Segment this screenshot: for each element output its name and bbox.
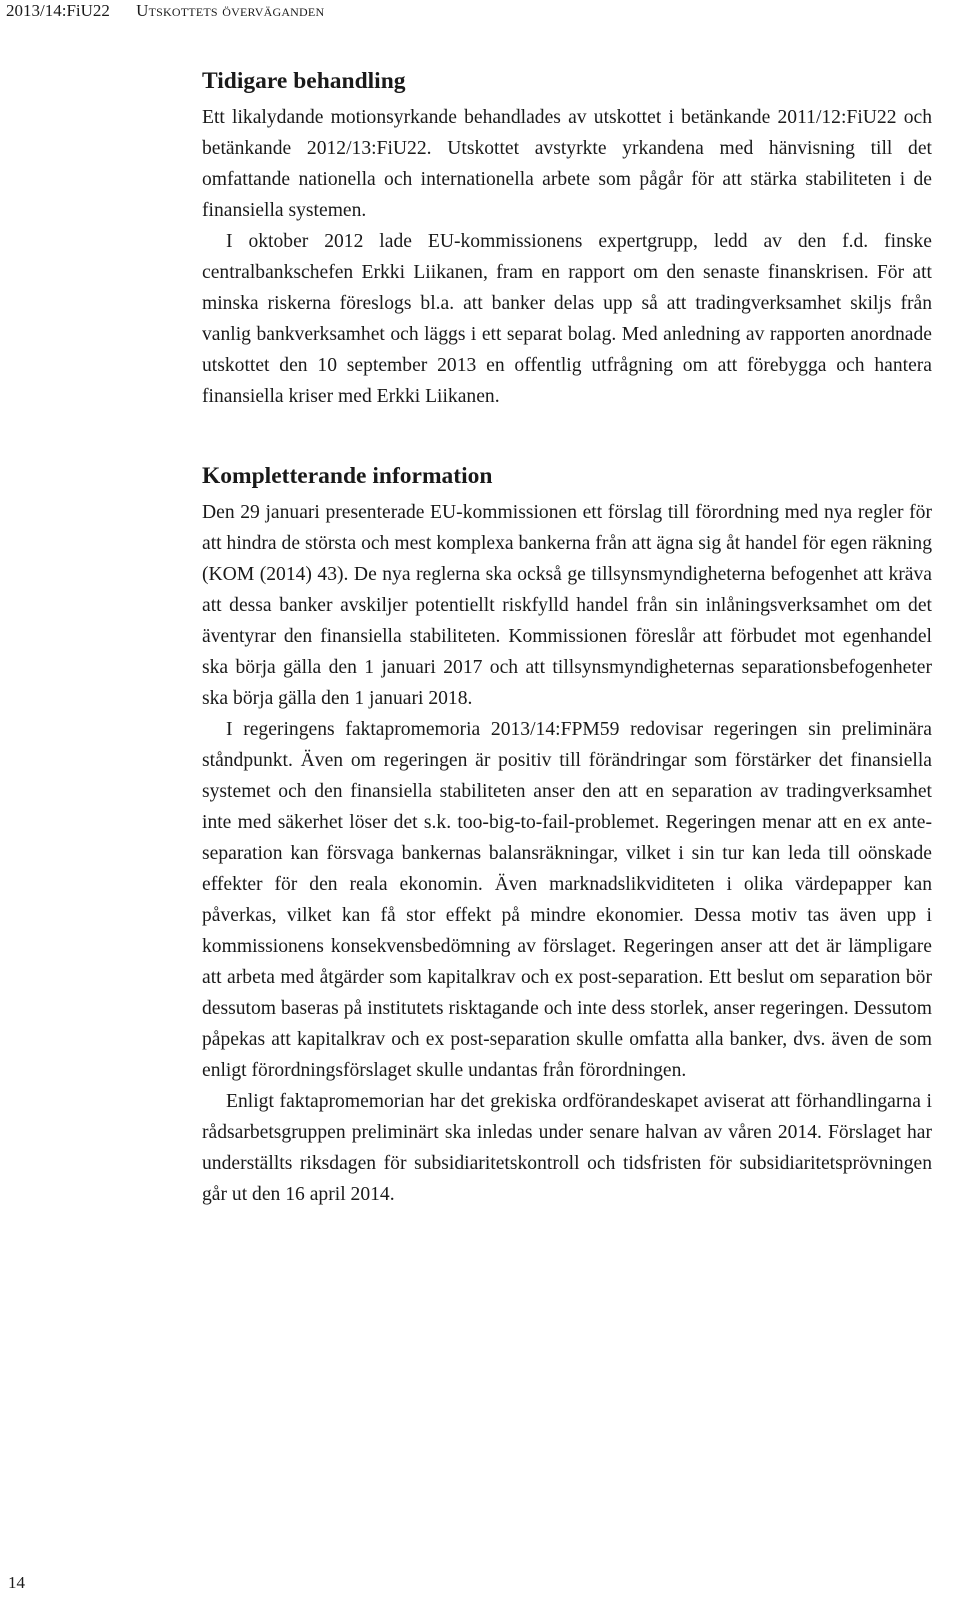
paragraph: Den 29 januari presenterade EU-kommissionen ett förslag till förordning med nya regler för att hindra de största och mest komplexa bankerna från att ägna sig åt handel för egen räkning (KOM (2014) 43). De nya reglerna ska också ge tillsynsmyndigheterna befogenhet att kräva att dessa banker avskiljer potentiellt riskfylld handel från sin inlåningsverksamhet om det äventyrar den finansiella stabiliteten. Kommissionen föreslår att förbudet mot egenhandel ska börja gälla den 1 januari 2017 och att tillsynsmyndigheternas separationsbefogenheter ska börja gälla den 1 januari 2018. xyxy=(202,502,932,709)
section-heading: Tidigare behandling xyxy=(202,68,406,94)
running-section-title: Utskottets överväganden xyxy=(136,1,325,20)
document-id: 2013/14:FiU22 xyxy=(6,1,110,20)
section-heading: Kompletterande information xyxy=(202,463,493,489)
running-head xyxy=(6,1,324,21)
paragraph: Ett likalydande motionsyrkande behandlades av utskottet i betänkande 2011/12:FiU22 och betänkande 2012/13:FiU22. Utskottet avstyrkte yrkandena med hänvisning till det omfattande nationella och internationella arbete som pågår för att stärka stabiliteten i de finansiella systemen. xyxy=(202,107,932,221)
page-number: 14 xyxy=(8,1573,25,1592)
paragraph: Enligt faktapromemorian har det grekiska ordförandeskapet aviserat att förhandlingarna i rådsarbetsgruppen preliminärt ska inledas under senare halvan av våren 2014. Förslaget har underställts riksdagen för subsidiaritetskontroll och tidsfristen för subsidiaritetsprövningen går ut den 16 april 2014. xyxy=(202,1091,932,1205)
page-body xyxy=(202,66,932,1210)
paragraph: I oktober 2012 lade EU-kommissionens expertgrupp, ledd av den f.d. finske centralbankschefen Erkki Liikanen, fram en rapport om den senaste finanskrisen. För att minska riskerna föreslogs bl.a. att banker delas upp så att tradingverksamhet skiljs från vanlig bankverksamhet och läggs i ett separat bolag. Med anledning av rapporten anordnade utskottet den 10 september 2013 en offentlig utfrågning om att förebygga och hantera finansiella kriser med Erkki Liikanen. xyxy=(202,231,932,407)
section-kompletterande-information xyxy=(202,461,932,1210)
paragraph: I regeringens faktapromemoria 2013/14:FPM59 redovisar regeringen sin preliminära ståndpunkt. Även om regeringen är positiv till förändringar som förstärker det finansiella systemet och den finansiella stabiliteten anser den att en separation av tradingverksamhet inte med säkerhet löser det s.k. too-big-to-fail-problemet. Regeringen menar att en ex ante-separation kan försvaga bankernas balansräkningar, vilket i sin tur kan leda till oönskade effekter för den reala ekonomin. Även marknadslikviditeten i olika värdepapper kan påverkas, vilket kan få stor effekt på mindre ekonomier. Dessa motiv tas även upp i kommissionens konsekvensbedömning av förslaget. Regeringen anser att det är lämpligare att arbeta med åtgärder som kapitalkrav och ex post-separation. Ett beslut om separation bör dessutom baseras på institutets risktagande och inte dess storlek, anser regeringen. Dessutom påpekas att kapitalkrav och ex post-separation skulle omfatta alla banker, dvs. även de som enligt förordningsförslaget skulle undantas från förordningen. xyxy=(202,719,932,1081)
section-tidigare-behandling xyxy=(202,66,932,412)
